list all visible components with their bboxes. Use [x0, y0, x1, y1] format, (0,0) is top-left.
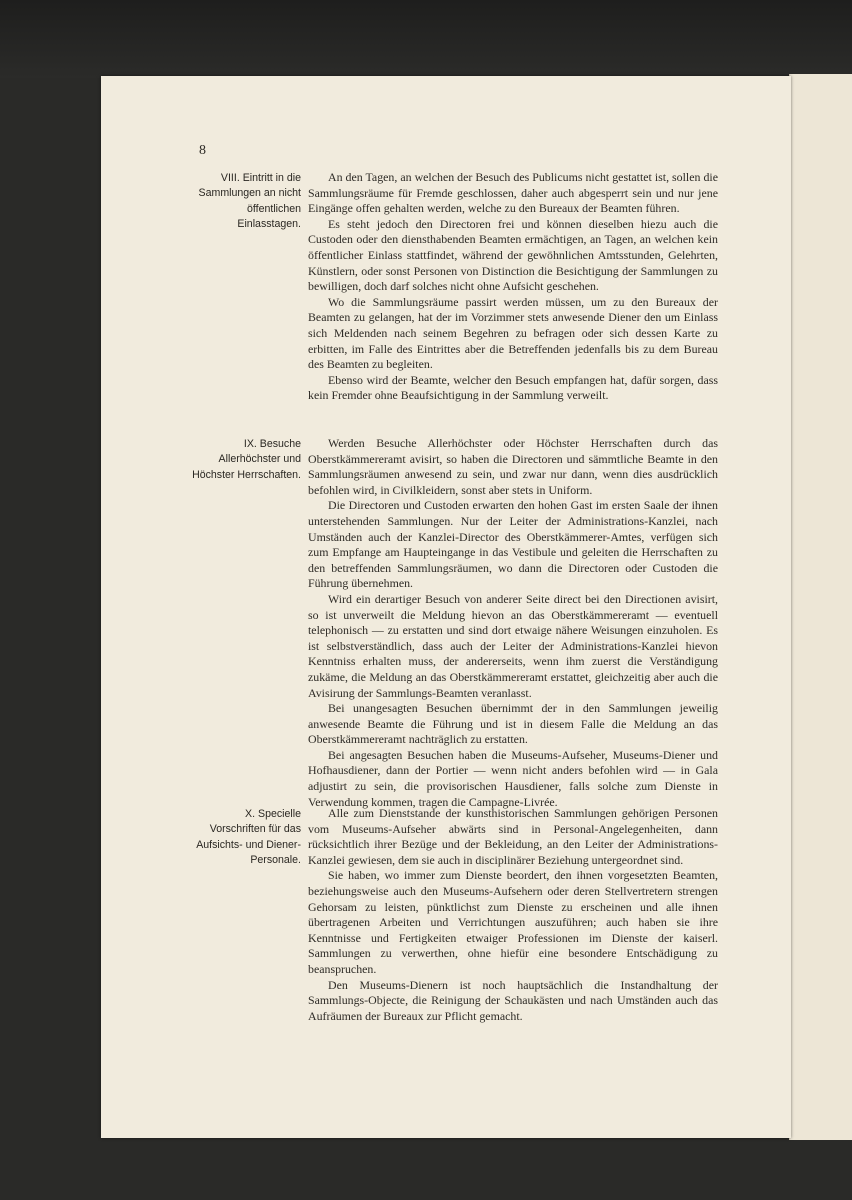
paragraph: Es steht jedoch den Directoren frei und können dieselben hiezu auch die Custoden oder den diensthabenden Beamten ermächtigen, an Tagen, an welchen kein öffentlicher Einlass stattfindet, während der gewöhnlichen Amtsstunden, Gelehrten, Künstlern, oder sonst Personen von Distinction die Besichtigung der Sammlungen zu bewilligen, doch darf solches nicht ohne Aufsicht geschehen.: [308, 216, 718, 294]
paragraph: Wird ein derartiger Besuch von anderer Seite direct bei den Directionen avisirt, so ist unverweilt die Meldung hievon an das Oberstkämmereramt — eventuell telephonisch — zu erstatten und sind dort etwaige nähere Weisungen einzuholen. Es ist selbstverständlich, dass auch der Leiter der Administrations-Kanzlei hievon Kenntniss erhalten muss, der andererseits, wenn ihm zuerst die Verständigung zukäme, die Meldung an das Oberstkämmereramt erstattet, gleichzeitig aber auch die Avisirung der Sammlungs-Beamten veranlasst.: [308, 591, 718, 700]
section-viii-heading: VIII. Eintritt in die Sammlungen an nicht öffentlichen Einlasstagen.: [198, 172, 301, 231]
section-x-body: [308, 806, 718, 1024]
section-x-heading: X. Specielle Vorschriften für das Aufsichts- und Diener-Personale.: [196, 808, 301, 867]
paragraph: Bei angesagten Besuchen haben die Museums-Aufseher, Museums-Diener und Hofhausdiener, dann der Portier — wenn nicht anders befohlen wird — in Gala adjustirt zu sein, die provisorischen Hausdiener, falls solche zum Dienste in Verwendung kommen, tragen die Campagne-Livrée.: [308, 747, 718, 809]
document-page: [101, 76, 791, 1138]
section-ix-body: [308, 436, 718, 810]
next-page-edge: [789, 74, 852, 1140]
paragraph: An den Tagen, an welchen der Besuch des Publicums nicht gestattet ist, sollen die Sammlungsräume für Fremde geschlossen, daher auch abgesperrt sein und nur jene Eingänge offen gehalten werden, welche zu den Bureaux der Beamten führen.: [308, 170, 718, 216]
section-viii-body: [308, 170, 718, 404]
paragraph: Wo die Sammlungsräume passirt werden müssen, um zu den Bureaux der Beamten zu gelangen, hat der im Vorzimmer stets anwesende Diener den um Einlass sich Meldenden nach seinem Begehren zu befragen oder sich dessen Karte zu erbitten, im Falle des Eintrittes aber die Betreffenden jedenfalls bis zu dem Bureau des Beamten zu begleiten.: [308, 294, 718, 372]
paragraph: Werden Besuche Allerhöchster oder Höchster Herrschaften durch das Oberstkämmereramt avisirt, so haben die Directoren und sämmtliche Beamte in den Sammlungsräumen anwesend zu sein, und zwar nur dann, wenn dies ausdrücklich befohlen wird, in Civilkleidern, sonst aber stets in Uniform.: [308, 436, 718, 497]
paragraph: Sie haben, wo immer zum Dienste beordert, den ihnen vorgesetzten Beamten, beziehungsweise auch den Museums-Aufsehern oder deren Stellvertretern strengen Gehorsam zu leisten, pünktlichst zum Dienste zu erscheinen und alle ihnen übertragenen Arbeiten und Verrichtungen auszuführen; auch haben sie ihre Kenntnisse und Fertigkeiten etwaiger Professionen im Dienste der kaiserl. Sammlungen zu verwerthen, ohne hiefür eine besondere Entschädigung zu beanspruchen.: [308, 868, 718, 976]
paragraph: Den Museums-Dienern ist noch hauptsächlich die Instandhaltung der Sammlungs-Objecte, die Reinigung der Schaukästen und nach Umständen auch das Aufräumen der Bureaux zur Pflicht gemacht.: [308, 977, 718, 1023]
paragraph: Alle zum Dienststande der kunsthistorischen Sammlungen gehörigen Personen vom Museums-Aufseher abwärts sind in Personal-Angelegenheiten, dann rücksichtlich ihrer Bezüge und der Bekleidung, an den Leiter der Administrations-Kanzlei gewiesen, dem sie auch in disciplinärer Beziehung untergeordnet sind.: [308, 806, 718, 867]
page-number: 8: [199, 143, 206, 158]
paragraph: Die Directoren und Custoden erwarten den hohen Gast im ersten Saale der ihnen unterstehenden Sammlungen. Nur der Leiter der Administrations-Kanzlei, nach Umständen auch der Kanzlei-Director des Oberstkämmerer-Amtes, verfügen sich zum Empfange am Haupteingange in das Vestibule und geleiten die Herrschaften zu den betreffenden Sammlungsräumen, wo dann die Directoren oder Custoden die Führung übernehmen.: [308, 498, 718, 591]
section-ix-heading: IX. Besuche Allerhöchster und Höchster Herrschaften.: [192, 438, 301, 481]
paragraph: Ebenso wird der Beamte, welcher den Besuch empfangen hat, dafür sorgen, dass kein Fremder ohne Beaufsichtigung in der Sammlung verweilt.: [308, 372, 718, 403]
paragraph: Bei unangesagten Besuchen übernimmt der in den Sammlungen jeweilig anwesende Beamte die Führung und ist in diesem Falle die Meldung an das Oberstkämmereramt nachträglich zu erstatten.: [308, 701, 718, 747]
scan-background: [0, 0, 852, 78]
